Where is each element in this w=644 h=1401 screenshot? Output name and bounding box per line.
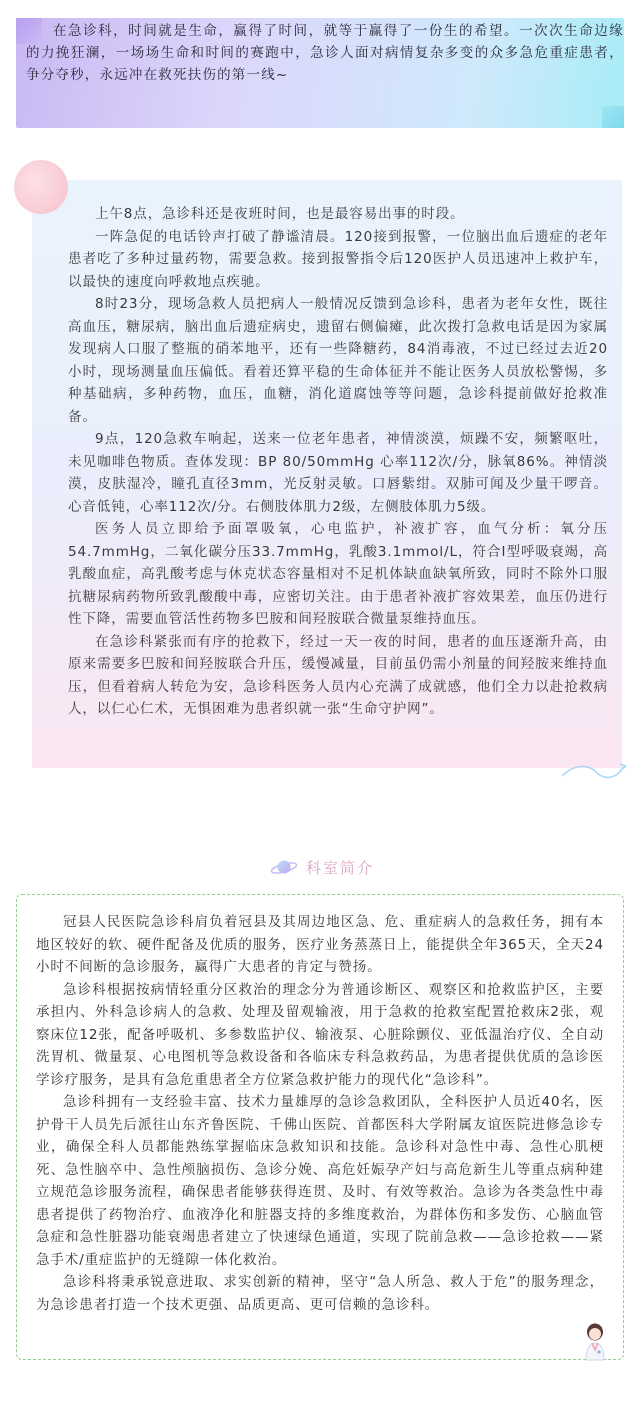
dept-paragraph-4: 急诊科将秉承锐意进取、求实创新的精神，坚守“急人所急、救人于危”的服务理念，为急诊患者打造一个技术更强、品质更高、更可信赖的急诊科。 — [36, 1274, 604, 1313]
intro-paragraph: 在急诊科，时间就是生命，赢得了时间，就等于赢得了一份生的希望。一次次生命边缘的力挽狂澜，一场场生命和时间的赛跑中，急诊人面对病情复杂多变的众多急危重症患者，争分夺秒，永远冲在救死扶伤的第一线~ — [26, 23, 624, 83]
story-paragraph-1: 上午8点，急诊科还是夜班时间，也是最容易出事的时段。 — [95, 206, 465, 222]
department-text — [36, 911, 604, 1316]
wave-decoration-icon — [560, 760, 626, 782]
dept-paragraph-3: 急诊科拥有一支经验丰富、技术力量雄厚的急诊急救团队，全科医护人员近40名，医护骨干人员先后派往山东齐鲁医院、千佛山医院、首都医科大学附属友谊医院进修急诊专业，确保全科人员都能熟练掌握临床急救知识和技能。急诊科对急性中毒、急性心肌梗死、急性脑卒中、急性颅脑损伤、急诊分娩、高危妊娠孕产妇与高危新生儿等重点病种建立规范急诊服务流程，确保患者能够获得连贯、及时、有效等救治。急诊为各类急性中毒患者提供了药物治疗、血液净化和脏器支持的多维度救治，为群体伤和多发伤、心脑血管急症和急性脏器功能衰竭患者建立了快速绿色通道，实现了院前急救——急诊抢救——紧急手术/重症监护的无缝隙一体化救治。 — [36, 1094, 604, 1268]
section-title: 科室简介 — [305, 858, 374, 877]
dept-paragraph-1: 冠县人民医院急诊科肩负着冠县及其周边地区急、危、重症病人的急救任务，拥有本地区较好的软、硬件配备及优质的服务，医疗业务蒸蒸日上，能提供全年365天，全天24小时不间断的急诊服务，赢得广大患者的肯定与赞扬。 — [36, 914, 604, 975]
story-text — [68, 203, 608, 721]
story-paragraph-6: 在急诊科紧张而有序的抢救下，经过一天一夜的时间，患者的血压逐渐升高，由原来需要多巴胺和间羟胺联合升压，缓慢减量，目前虽仍需小剂量的间羟胺来维持血压，但看着病人转危为安，急诊科医务人员内心充满了成就感，他们全力以赴抢救病人，以仁心仁术，无惧困难为患者织就一张“生命守护网”。 — [68, 633, 608, 717]
decorative-circle-icon — [14, 160, 68, 214]
dept-paragraph-2: 急诊科根据按病情轻重分区救治的理念分为普通诊断区、观察区和抢救监护区，主要承担内、外科急诊病人的急救、处理及留观输液，用于急救的抢救室配置抢救床2张，观察床位12张，配备呼吸机、多参数监护仪、输液泵、心脏除颤仪、亚低温治疗仪、全自动洗胃机、微量泵、心电图机等急救设备和各临床专科急救药品，为患者提供优质的急诊医学诊疗服务，是具有急危重患者全方位紧急救护能力的现代化“急诊科”。 — [36, 981, 604, 1088]
story-paragraph-2: 一阵急促的电话铃声打破了静谧清晨。120接到报警，一位脑出血后遗症的老年患者吃了多种过量药物，需要急救。接到报警指令后120医护人员迅速冲上救护车，以最快的速度向呼救地点疾驰。 — [68, 228, 608, 290]
intro-text — [26, 20, 624, 86]
story-paragraph-5: 医务人员立即给予面罩吸氧，心电监护，补液扩容，血气分析：氧分压54.7mmHg，二氧化碳分压33.7mmHg，乳酸3.1mmol/L，符合I型呼吸衰竭，高乳酸血症，高乳酸考虑与休克状态容量相对不足机体缺血缺氧所致，同时不除外口服抗糖尿病药物所致乳酸酸中毒，应密切关注。由于患者补液扩容效果差，血压仍进行性下降，需要血管活性药物多巴胺和间羟胺联合微量泵维持血压。 — [68, 521, 608, 627]
section-heading — [0, 854, 644, 880]
story-paragraph-4: 9点，120急救车响起，送来一位老年患者，神情淡漠，烦躁不安，频繁呕吐，未见咖啡色物质。查体发现：BP 80/50mmHg 心率112次/分，脉氧86%。神情淡漠，皮肤湿冷，瞳孔直径3mm，光反射灵敏。口唇紫绀。双肺可闻及少量干啰音。心音低钝，心率112次/分。右侧肢体肌力2级，左侧肢体肌力5级。 — [68, 431, 608, 515]
story-paragraph-3: 8时23分，现场急救人员把病人一般情况反馈到急诊科，患者为老年女性，既往高血压，糖尿病，脑出血后遗症病史，遗留右侧偏瘫，此次拨打急救电话是因为家属发现病人口服了整瓶的硝苯地平，还有一些降糖药，84消毒液，不过已经过去近20小时，现场测量血压偏低。看着还算平稳的生命体征并不能让医务人员放松警惕，多种基础病，多种药物，血压，血糖，消化道腐蚀等等问题，急诊科提前做好抢救准备。 — [68, 296, 608, 425]
planet-icon — [270, 857, 298, 877]
doctor-icon — [580, 1322, 610, 1362]
